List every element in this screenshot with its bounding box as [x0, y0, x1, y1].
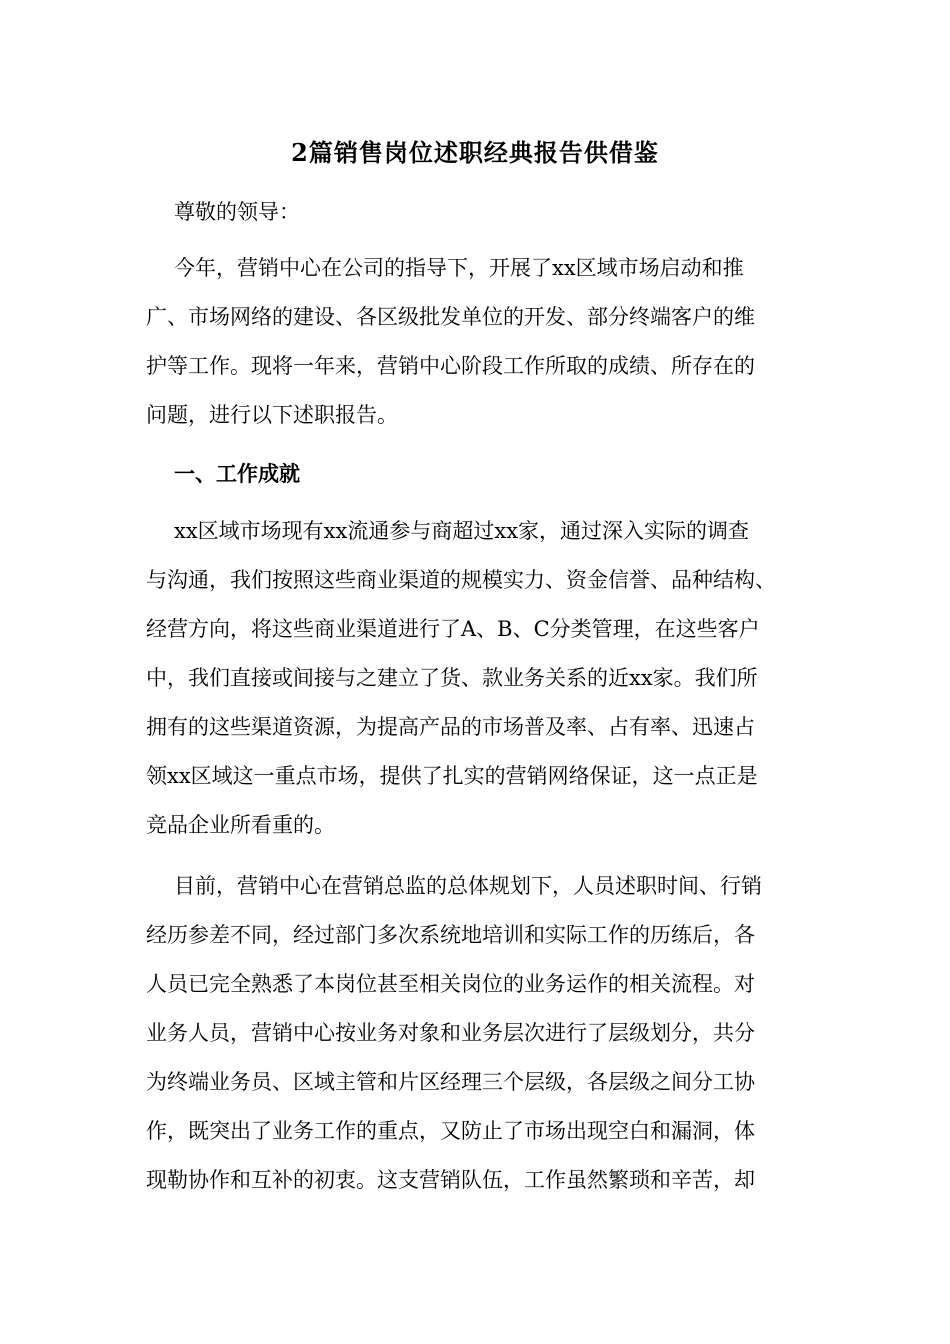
paragraph-line: 广、市场网络的建设、各区级批发单位的开发、部分终端客户的维: [146, 305, 755, 329]
paragraph-line: 人员已完全熟悉了本岗位甚至相关岗位的业务运作的相关流程。对: [146, 972, 755, 996]
paragraph-line: 经营方向，将这些商业渠道进行了A、B、C分类管理，在这些客户: [146, 617, 760, 641]
paragraph-line: 目前，营销中心在营销总监的总体规划下，人员述职时间、行销: [174, 874, 762, 898]
paragraph-line: 作，既突出了业务工作的重点，又防止了市场出现空白和漏洞，体: [146, 1119, 755, 1143]
paragraph-line: 拥有的这些渠道资源，为提高产品的市场普及率、占有率、迅速占: [146, 715, 755, 739]
paragraph-line: 领xx区域这一重点市场，提供了扎实的营销网络保证，这一点正是: [146, 764, 758, 788]
paragraph-line: 问题，进行以下述职报告。: [146, 403, 398, 427]
paragraph-line: 业务人员，营销中心按业务对象和业务层次进行了层级划分，共分: [146, 1021, 755, 1045]
salutation: 尊敬的领导：: [174, 200, 300, 224]
paragraph-line: 与沟通，我们按照这些商业渠道的规模实力、资金信誉、品种结构、: [146, 568, 776, 592]
paragraph-line: 中，我们直接或间接与之建立了货、款业务关系的近xx家。我们所: [146, 666, 758, 690]
paragraph-line: 现勒协作和互补的初衷。这支营销队伍，工作虽然繁琐和辛苦，却: [146, 1168, 755, 1192]
paragraph-line: 今年，营销中心在公司的指导下，开展了xx区域市场启动和推: [174, 256, 744, 280]
paragraph-line: 竞品企业所看重的。: [146, 813, 335, 837]
section-heading: 一、工作成就: [174, 461, 300, 486]
document-title: 2篇销售岗位述职经典报告供借鉴: [291, 138, 659, 167]
paragraph-line: 经历参差不同，经过部门多次系统地培训和实际工作的历练后，各: [146, 923, 755, 947]
paragraph-line: 为终端业务员、区域主管和片区经理三个层级，各层级之间分工协: [146, 1070, 755, 1094]
paragraph-line: xx区域市场现有xx流通参与商超过xx家，通过深入实际的调查: [174, 519, 750, 543]
paragraph-line: 护等工作。现将一年来，营销中心阶段工作所取的成绩、所存在的: [146, 354, 755, 378]
